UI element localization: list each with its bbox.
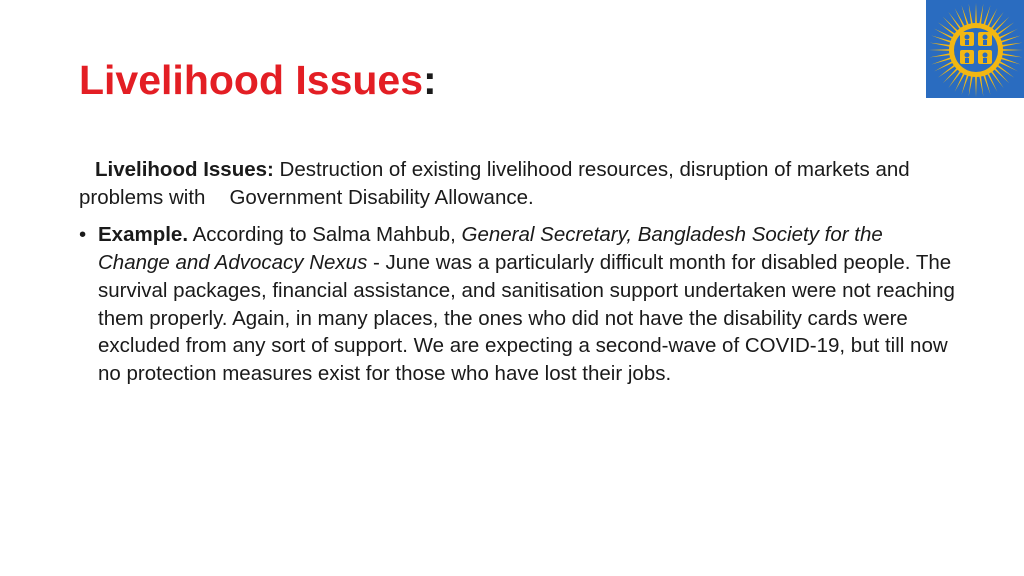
example-text-intro: According to Salma Mahbub, [188, 223, 462, 247]
commonwealth-emblem-icon [926, 0, 1024, 98]
example-lead: Example. [98, 223, 189, 247]
bullet-marker: • [79, 223, 87, 247]
example-text-body: - June was a particularly difficult month for disabled people. The survival packages, financial assistance, and sanitisation support undertaken were not reaching them properly. Again, in many places, the ones who did not have the disability cards were excluded from any sort of support. We are expecting a second-wave of COVID-19, but till now no protection measures exist for those who have lost their jobs. [98, 251, 955, 385]
livelihood-text-b: Government Disability Allowance. [229, 185, 534, 209]
slide-body [79, 156, 959, 388]
slide-title-text: Livelihood Issues [79, 57, 424, 103]
slide-title [79, 58, 437, 103]
livelihood-paragraph [79, 156, 959, 211]
livelihood-text-a: Destruction of existing livelihood resources, disruption of markets and problems with [79, 158, 910, 209]
example-bullet [79, 221, 959, 387]
slide-title-colon: : [423, 57, 437, 103]
example-role: General Secretary, Bangladesh Society for the Change and Advocacy Nexus [98, 223, 883, 275]
livelihood-lead: Livelihood Issues: [95, 158, 274, 181]
